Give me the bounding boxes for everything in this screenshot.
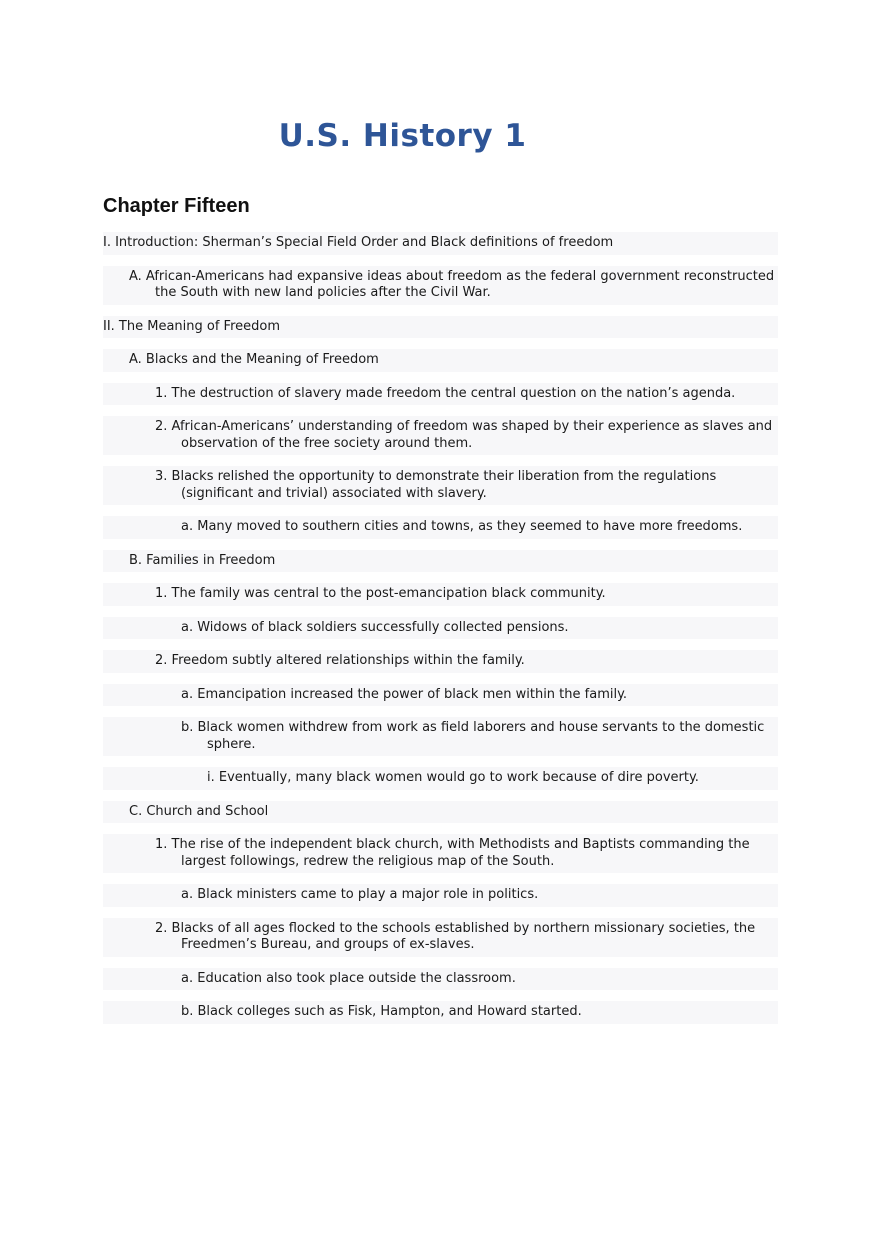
document-title: U.S. History 1	[278, 118, 527, 154]
outline-item: 3. Blacks relished the opportunity to demonstrate their liberation from the regulations (significant and trivial) associated with slavery.	[103, 466, 778, 505]
outline-item: 2. Blacks of all ages flocked to the schools established by northern missionary societies, the Freedmen’s Bureau, and groups of ex-slaves.	[103, 918, 778, 957]
outline-item: 2. African-Americans’ understanding of freedom was shaped by their experience as slaves and observation of the free society around them.	[103, 416, 778, 455]
outline-item: C. Church and School	[103, 801, 778, 824]
outline-item: 1. The destruction of slavery made freedom the central question on the nation’s agenda.	[103, 383, 778, 406]
outline-item: II. The Meaning of Freedom	[103, 316, 778, 339]
outline-item: 1. The rise of the independent black church, with Methodists and Baptists commanding the largest followings, redrew the religious map of the South.	[103, 834, 778, 873]
outline-item: a. Black ministers came to play a major role in politics.	[103, 884, 778, 907]
outline	[103, 232, 778, 1024]
outline-item: a. Education also took place outside the classroom.	[103, 968, 778, 991]
outline-item: i. Eventually, many black women would go to work because of dire poverty.	[103, 767, 778, 790]
chapter-heading: Chapter Fifteen	[103, 195, 250, 217]
outline-item: 1. The family was central to the post-emancipation black community.	[103, 583, 778, 606]
outline-item: b. Black women withdrew from work as field laborers and house servants to the domestic sphere.	[103, 717, 778, 756]
outline-item: b. Black colleges such as Fisk, Hampton, and Howard started.	[103, 1001, 778, 1024]
outline-item: B. Families in Freedom	[103, 550, 778, 573]
outline-item: A. Blacks and the Meaning of Freedom	[103, 349, 778, 372]
outline-item: A. African-Americans had expansive ideas about freedom as the federal government reconstructed the South with new land policies after the Civil War.	[103, 266, 778, 305]
outline-item: a. Widows of black soldiers successfully collected pensions.	[103, 617, 778, 640]
outline-item: a. Emancipation increased the power of black men within the family.	[103, 684, 778, 707]
outline-item: a. Many moved to southern cities and towns, as they seemed to have more freedoms.	[103, 516, 778, 539]
outline-item: 2. Freedom subtly altered relationships within the family.	[103, 650, 778, 673]
outline-item: I. Introduction: Sherman’s Special Field Order and Black definitions of freedom	[103, 232, 778, 255]
